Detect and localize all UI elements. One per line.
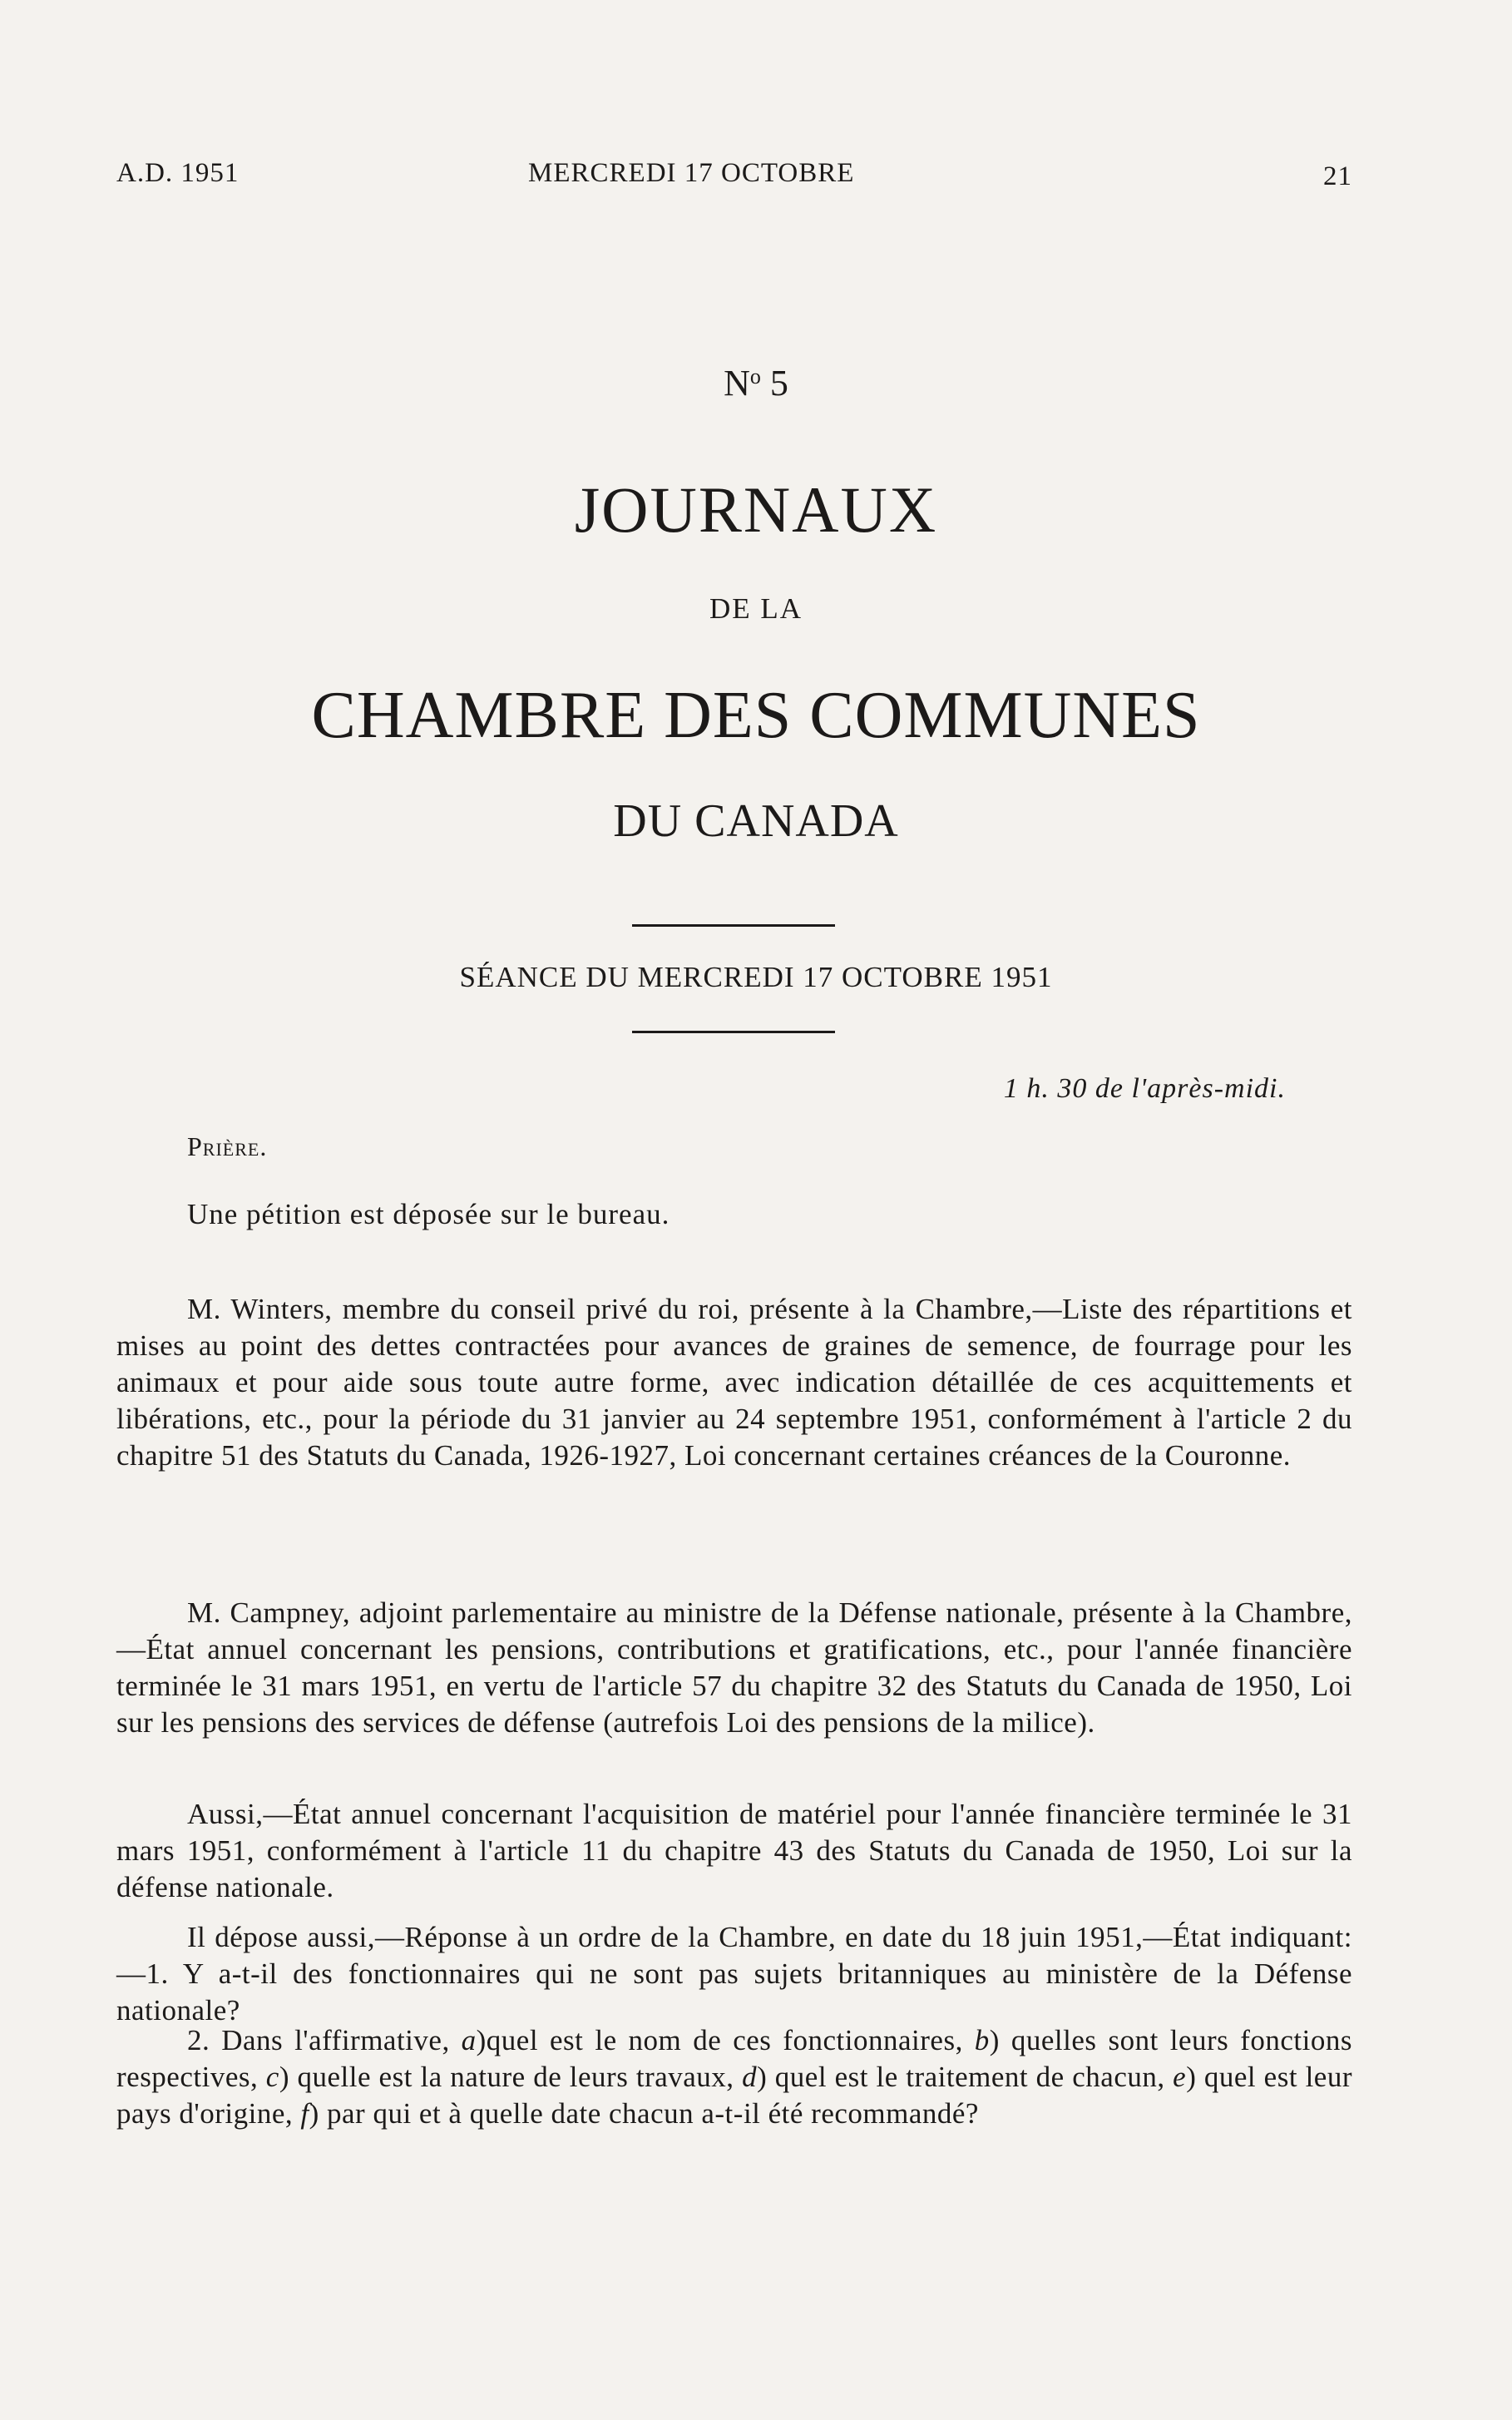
paragraph-aussi: Aussi,—État annuel concernant l'acquisition de matériel pour l'année financière terminée le 31 mars 1951, conformément à l'article 11 du chapitre 43 des Statuts du Canada de 1950, Loi sur la défense nationale. <box>116 1798 1352 1903</box>
petition-line: Une pétition est déposée sur le bureau. <box>187 1198 670 1230</box>
divider-rule <box>632 924 835 927</box>
item-letter: b <box>974 2024 990 2056</box>
item-letter: a <box>461 2024 477 2056</box>
session-time: 1 h. 30 de l'après-midi. <box>1003 1073 1286 1104</box>
running-head <box>116 158 1352 200</box>
text-run: ) quelle est la nature de leurs travaux, <box>279 2061 743 2093</box>
text-run: ) quel est le traitement de chacun, <box>757 2061 1174 2093</box>
divider-rule <box>632 1031 835 1033</box>
text-run: ) quelles sont leurs fonctions respectives, <box>116 2024 1352 2093</box>
item-letter: e <box>1173 2061 1187 2093</box>
title-du-canada: DU CANADA <box>613 795 899 847</box>
title-chambre: CHAMBRE DES COMMUNES <box>311 679 1201 752</box>
item-letter: c <box>265 2061 279 2093</box>
issue-value: 5 <box>760 363 788 403</box>
text-run: )quel est le nom de ces fonctionnaires, <box>476 2024 975 2056</box>
running-head-date: MERCREDI 17 OCTOBRE <box>528 158 855 188</box>
paragraph-winters: M. Winters, membre du conseil privé du roi, présente à la Chambre,—Liste des répartitions et mises au point des dettes contractées pour avances de graines de semence, de fourrage pour les animaux et pour aide sous toute autre forme, avec indication détaillée de ces acquittements et libérations, etc., pour la période du 31 janvier au 24 septembre 1951, conformément à l'article 2 du chapitre 51 des Statuts du Canada, 1926-1927, Loi concernant certaines créances de la Couronne. <box>116 1293 1352 1472</box>
issue-number <box>0 362 1512 404</box>
paragraph-campney: M. Campney, adjoint parlementaire au ministre de la Défense nationale, présente à la Chambre,—État annuel concernant les pensions, contributions et gratifications, etc., pour l'année financière terminée le 31 mars 1951, en vertu de l'article 57 du chapitre 32 des Statuts du Canada de 1950, Loi sur les pensions des services de défense (autrefois Loi des pensions de la milice). <box>116 1596 1352 1739</box>
running-head-year: A.D. 1951 <box>116 158 240 188</box>
paragraph-affirmative <box>116 2022 1352 2132</box>
seance-heading: SÉANCE DU MERCREDI 17 OCTOBRE 1951 <box>459 961 1053 993</box>
text-run: ) par qui et à quelle date chacun a-t-il été recommandé? <box>309 2097 979 2130</box>
issue-superscript: o <box>749 364 761 388</box>
issue-prefix: N <box>724 363 750 403</box>
title-de-la: DE LA <box>709 592 803 625</box>
title-journaux: JOURNAUX <box>574 473 938 546</box>
page-number: 21 <box>1323 161 1352 191</box>
item-letter: f <box>300 2097 309 2130</box>
text-run: 2. Dans l'affirmative, <box>187 2024 462 2056</box>
item-letter: d <box>742 2061 758 2093</box>
paragraph-il-depose: Il dépose aussi,—Réponse à un ordre de la Chambre, en date du 18 juin 1951,—État indiquant:—1. Y a-t-il des fonctionnaires qui ne sont pas sujets britanniques au ministère de la Défense nationale? <box>116 1921 1352 2027</box>
text-run: ) quel est leur pays d'origine, <box>116 2061 1352 2130</box>
priere-heading: Prière. <box>187 1131 268 1161</box>
